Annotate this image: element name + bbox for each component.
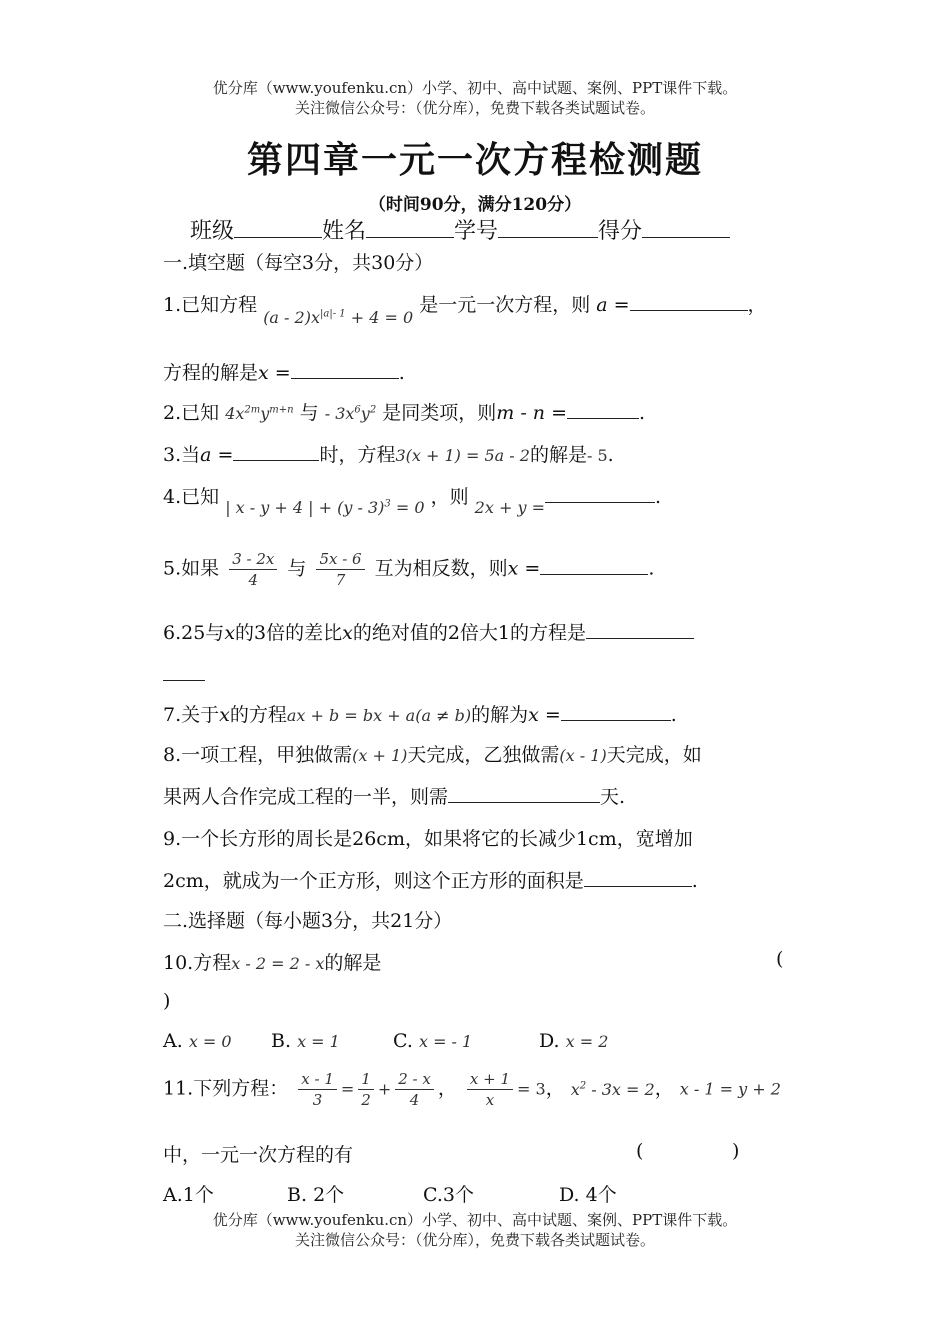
q7-blank[interactable]	[561, 700, 671, 721]
q11-options	[163, 1180, 617, 1207]
q10-option-d[interactable]: D. x = 2	[539, 1030, 609, 1052]
question-9-line-2: 2cm，就成为一个正方形，则这个正方形的面积是 .	[163, 866, 698, 893]
header-line-1: 优分库（www.youfenku.cn）小学、初中、高中试题、案例、PPT课件下载。	[212, 79, 738, 97]
q11-fraction-3: $\frac{2 - x}{4}$	[395, 1070, 434, 1109]
q5-blank[interactable]	[540, 554, 648, 575]
q5-fraction-2: $\frac{5x - 6}{7}$	[316, 550, 364, 589]
q1-prefix: 1.已知方程	[163, 294, 258, 316]
question-2: 2.已知 $4x^{2m}y^{m+n}$ 与 - $3x^6y^2$ 是同类项，则m - n = .	[163, 398, 645, 425]
question-3: 3.当a = 时，方程3(x + 1) = 5a - 2的解是- 5.	[163, 440, 614, 467]
q2-term-2: - $3x^6y^2$	[324, 404, 377, 423]
q6-blank-cont[interactable]	[163, 660, 205, 681]
class-label: 班级	[190, 219, 235, 244]
q1b-blank[interactable]	[291, 358, 399, 379]
number-blank[interactable]	[498, 217, 598, 238]
question-8-line-2: 果两人合作完成工程的一半，则需 天.	[163, 782, 625, 809]
q9-blank[interactable]	[584, 866, 692, 887]
q11-fraction-4: $\frac{x + 1}{x}$	[467, 1070, 513, 1109]
question-6: 6.25与x的3倍的差比x的绝对值的2倍大1的方程是	[163, 618, 694, 645]
question-11-line-2: 中，一元一次方程的有	[163, 1144, 354, 1166]
q1-equation: (a - 2)x|a|- 1 + 4 = 0	[263, 308, 414, 327]
question-1-line-2: 方程的解是x = .	[163, 358, 405, 385]
q2-term-1: $4x^{2m}y^{m+n}$	[225, 404, 294, 423]
q11-option-b[interactable]: B. 2个	[287, 1184, 345, 1206]
q11-fraction-2: $\frac{1}{2}$	[358, 1070, 374, 1109]
q8-blank[interactable]	[448, 782, 600, 803]
q2-blank[interactable]	[567, 398, 639, 419]
header-line-2: 关注微信公众号：（优分库），免费下载各类试题试卷。	[294, 99, 655, 117]
q10-options	[163, 1030, 608, 1052]
q11-option-a[interactable]: A.1个	[163, 1184, 214, 1206]
q1-blank[interactable]	[630, 290, 748, 311]
q11-option-c[interactable]: C.3个	[423, 1184, 474, 1206]
question-1: 1.已知方程 $_{(a - 2)x^{|a|- 1} + 4 = 0}$ 是一元一次方程，则 a = ，	[163, 290, 767, 317]
q11-fraction-1: $\frac{x - 1}{3}$	[298, 1070, 337, 1109]
question-8: 8.一项工程，甲独做需(x + 1)天完成，乙独做需(x - 1)天完成，如	[163, 744, 702, 766]
student-info-row	[190, 214, 730, 245]
question-7: 7.关于x的方程ax + b = bx + a(a ≠ b)的解为x = .	[163, 700, 677, 727]
q11-option-d[interactable]: D. 4个	[559, 1184, 617, 1206]
q10-equation: x - 2 = 2 - x	[231, 954, 325, 973]
q1-middle: 是一元一次方程，则	[419, 294, 591, 316]
q10-open-paren: (	[776, 948, 784, 970]
section-2-heading: 二.选择题（每小题3分，共21分）	[163, 910, 453, 932]
q1-var: a =	[596, 294, 630, 316]
q11-close-paren: )	[732, 1140, 740, 1162]
q4-equation: | x - y + 4 | + (y - 3)3 = 0	[225, 498, 425, 517]
score-label: 得分	[598, 219, 643, 244]
question-4: 4.已知 $_{| x - y + 4 | + (y - 3)^3 = 0}$ ，则 $_{2x + y =}$ .	[163, 482, 661, 509]
q10-option-a[interactable]: A. x = 0	[163, 1030, 232, 1052]
q5-fraction-1: $\frac{3 - 2x}{4}$	[229, 550, 277, 589]
q6-blank[interactable]	[586, 618, 694, 639]
q10-option-c[interactable]: C. x = - 1	[393, 1030, 473, 1052]
section-1-heading: 一.填空题（每空3分，共30分）	[163, 252, 434, 274]
name-blank[interactable]	[366, 217, 454, 238]
number-label: 学号	[454, 219, 499, 244]
q10-close-paren: )	[163, 990, 171, 1012]
score-blank[interactable]	[642, 217, 730, 238]
footer-line-2: 关注微信公众号：（优分库），免费下载各类试题试卷。	[294, 1231, 655, 1249]
page-title: 第四章一元一次方程检测题	[246, 139, 703, 181]
class-blank[interactable]	[234, 217, 322, 238]
q10-option-b[interactable]: B. x = 1	[271, 1030, 340, 1052]
question-5: 5.如果 $\frac{3 - 2x}{4}$ 与 $\frac{5x - 6}{7}$ 互为相反数，则x = .	[163, 550, 655, 589]
q11-equation-3: $x^2 - 3x = 2$	[570, 1079, 655, 1099]
q11-equation-4: x - 1 = y + 2	[679, 1079, 781, 1099]
question-9: 9.一个长方形的周长是26cm，如果将它的长减少1cm，宽增加	[163, 828, 693, 850]
q11-open-paren: (	[636, 1140, 644, 1162]
q3-blank[interactable]	[233, 440, 319, 461]
q3-equation: 3(x + 1) = 5a - 2	[395, 446, 530, 465]
q7-equation: ax + b = bx + a(a ≠ b)	[286, 706, 472, 725]
question-6-line-2	[163, 660, 205, 686]
page-subtitle: （时间90分，满分120分）	[368, 195, 582, 215]
footer-line-1: 优分库（www.youfenku.cn）小学、初中、高中试题、案例、PPT课件下载。	[212, 1211, 738, 1229]
name-label: 姓名	[322, 219, 367, 244]
question-11: 11.下列方程： $\frac{x - 1}{3}$ = $\frac{1}{2}$ + $\frac{2 - x}{4}$ ， $\frac{x + 1}{x}$ = 3， $x^2 - 3x = 2$， x - 1 = y + 2	[163, 1070, 781, 1109]
q4-blank[interactable]	[545, 482, 655, 503]
question-10: 10.方程x - 2 = 2 - x的解是	[163, 952, 382, 974]
